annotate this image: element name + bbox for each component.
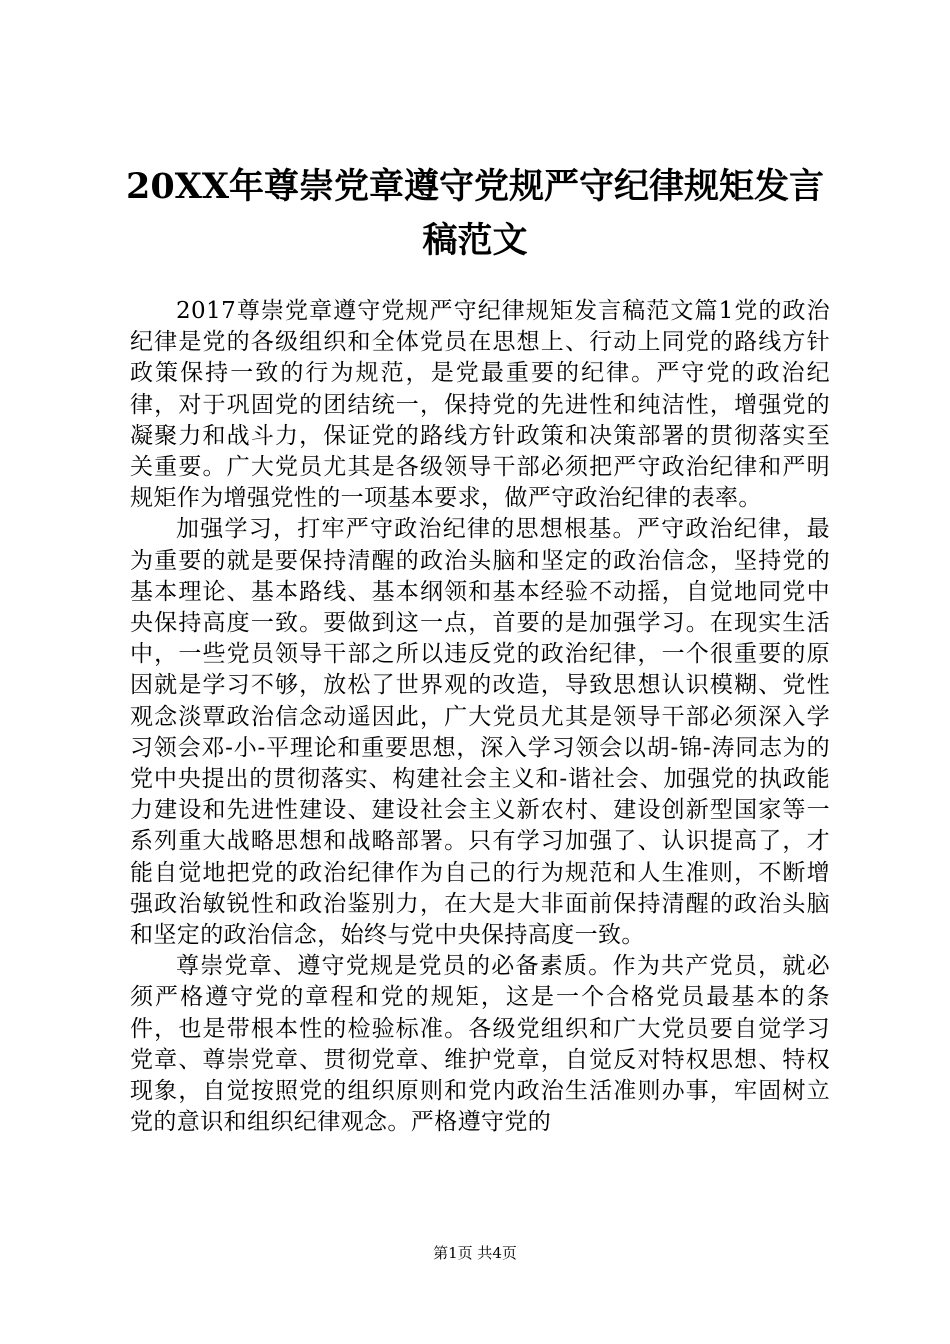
page-footer bbox=[0, 1243, 950, 1263]
paragraph: 加强学习，打牢严守政治纪律的思想根基。严守政治纪律，最为重要的就是要保持清醒的政治头脑和坚定的政治信念，坚持党的基本理论、基本路线、基本纲领和基本经验不动摇，自觉地同党中央保持高度一致。要做到这一点，首要的是加强学习。在现实生活中，一些党员领导干部之所以违反党的政治纪律，一个很重要的原因就是学习不够，放松了世界观的改造，导致思想认识模糊、党性观念淡覃政治信念动遥因此，广大党员尤其是领导干部必须深入学习领会邓-小-平理论和重要思想，深入学习领会以胡-锦-涛同志为的党中央提出的贯彻落实、构建社会主义和-谐社会、加强党的执政能力建设和先进性建设、建设社会主义新农村、建设创新型国家等一系列重大战略思想和战略部署。只有学习加强了、认识提高了，才能自觉地把党的政治纪律作为自己的行为规范和人生准则，不断增强政治敏锐性和政治鉴别力，在大是大非面前保持清醒的政治头脑和坚定的政治信念，始终与党中央保持高度一致。 bbox=[130, 516, 830, 949]
document-title: 20XX年尊崇党章遵守党规严守纪律规矩发言稿范文 bbox=[125, 166, 825, 261]
page-number: 第1页 共4页 bbox=[433, 1244, 517, 1262]
paragraph: 2017尊崇党章遵守党规严守纪律规矩发言稿范文篇1党的政治纪律是党的各级组织和全体党员在思想上、行动上同党的路线方针政策保持一致的行为规范，是党最重要的纪律。严守党的政治纪律，对于巩固党的团结统一，保持党的先进性和纯洁性，增强党的凝聚力和战斗力，保证党的路线方针政策和决策部署的贯彻落实至关重要。广大党员尤其是各级领导干部必须把严守政治纪律和严明规矩作为增强党性的一项基本要求，做严守政治纪律的表率。 bbox=[130, 298, 830, 512]
paragraph: 尊崇党章、遵守党规是党员的必备素质。作为共产党员，就必须严格遵守党的章程和党的规矩，这是一个合格党员最基本的条件，也是带根本性的检验标准。各级党组织和广大党员要自觉学习党章、尊崇党章、贯彻党章、维护党章，自觉反对特权思想、特权现象，自觉按照党的组织原则和党内政治生活准则办事，牢固树立党的意识和组织纪律观念。严格遵守党的 bbox=[130, 953, 830, 1136]
document-body bbox=[130, 296, 830, 1138]
